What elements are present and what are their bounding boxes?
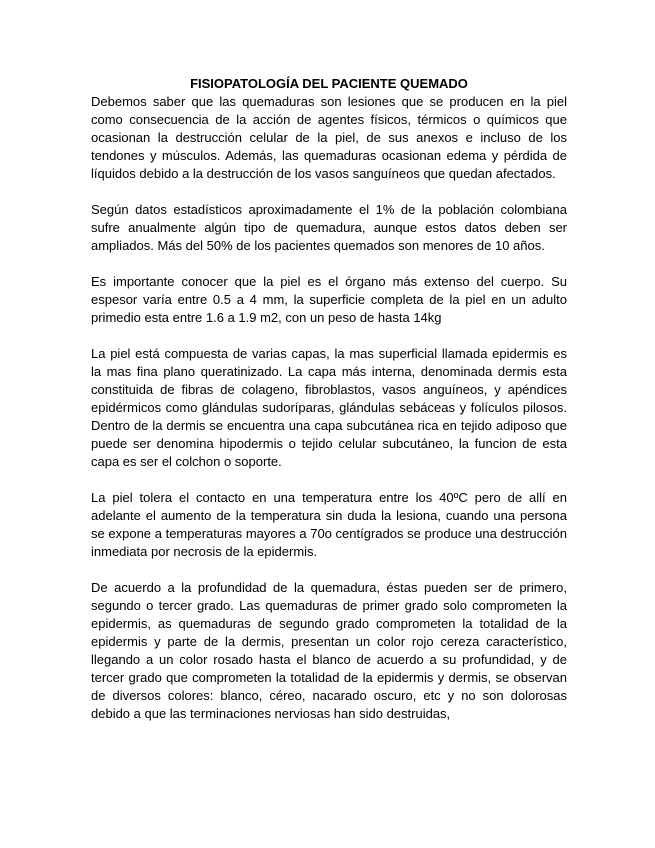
paragraph-statistics: Según datos estadísticos aproximadamente el 1% de la población colombiana sufre anualmente algún tipo de quemadura, aunque estos datos deben ser ampliados. Más del 50% de los pacientes quemados son menores de 10 años. [91, 202, 567, 253]
document-body [91, 93, 567, 741]
paragraph-temperature: La piel tolera el contacto en una temperatura entre los 40ºC pero de allí en adelante el aumento de la temperatura sin duda la lesiona, cuando una persona se expone a temperaturas mayores a 70o centígrados se produce una destrucción inmediata por necrosis de la epidermis. [91, 490, 567, 559]
paragraph-skin-size: Es importante conocer que la piel es el órgano más extenso del cuerpo. Su espesor varía entre 0.5 a 4 mm, la superficie completa de la piel en un adulto primedio esta entre 1.6 a 1.9 m2, con un peso de hasta 14kg [91, 274, 567, 325]
paragraph-skin-layers: La piel está compuesta de varias capas, la mas superficial llamada epidermis es la mas fina plano queratinizado. La capa más interna, denominada dermis esta constituida de fibras de colageno, fibroblastos, vasos anguíneos, y apéndices epidérmicos como glándulas sudoríparas, glándulas sebáceas y folículos pilosos. Dentro de la dermis se encuentra una capa subcutánea rica en tejido adiposo que puede ser denomina hipodermis o tejido celular subcutáneo, la funcion de esta capa es ser el colchon o soporte. [91, 346, 567, 469]
paragraph-definition: Debemos saber que las quemaduras son lesiones que se producen en la piel como consecuencia de la acción de agentes físicos, térmicos o químicos que ocasionan la destrucción celular de la piel, de sus anexos e incluso de los tendones y músculos. Además, las quemaduras ocasionan edema y pérdida de líquidos debido a la destrucción de los vasos sanguíneos que quedan afectados. [91, 94, 567, 181]
document-title: FISIOPATOLOGÍA DEL PACIENTE QUEMADO [190, 76, 468, 91]
paragraph-burn-degrees: De acuerdo a la profundidad de la quemadura, éstas pueden ser de primero, segundo o tercer grado. Las quemaduras de primer grado solo comprometen la epidermis, as quemaduras de segundo grado comprometen la totalidad de la epidermis y parte de la dermis, presentan un color rojo cereza característico, llegando a un color rosado hasta el blanco de acuerdo a su profundidad, y de tercer grado que comprometen la totalidad de la epidermis y dermis, se observan de diversos colores: blanco, céreo, nacarado oscuro, etc y no son dolorosas debido a que las terminaciones nerviosas han sido destruidas, [91, 580, 567, 721]
